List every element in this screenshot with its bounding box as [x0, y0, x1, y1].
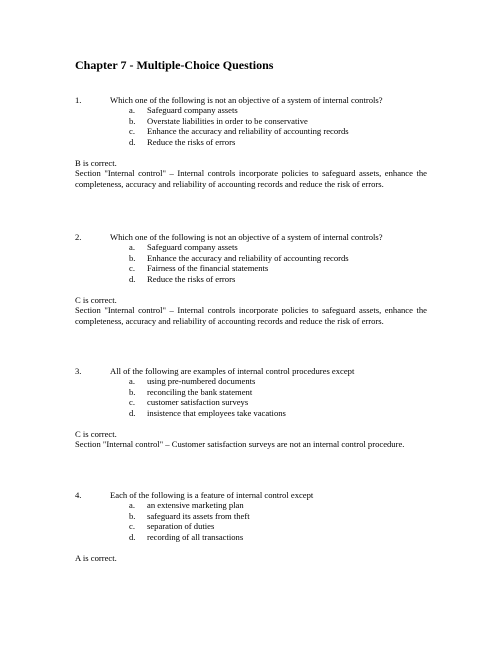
option-letter: d. — [129, 407, 136, 418]
option-text: Reduce the risks of errors — [147, 273, 236, 284]
option-a — [75, 500, 427, 510]
option-text: separation of duties — [147, 521, 215, 532]
question-number: 2. — [75, 232, 82, 242]
answer-line: C is correct. — [75, 294, 117, 305]
option-text: using pre-numbered documents — [147, 376, 256, 387]
option-text: Safeguard company assets — [147, 105, 238, 116]
answer-explanation: Section "Internal control" – Internal controls incorporate policies to safeguard assets, enhance the completeness, accuracy and reliability of accounting records and reduce the risk of errors. — [75, 168, 427, 189]
option-c — [75, 126, 427, 136]
question-number: 3. — [75, 366, 82, 376]
option-text: insistence that employees take vacations — [147, 407, 286, 418]
option-letter: a. — [129, 500, 135, 511]
option-text: Fairness of the financial statements — [147, 263, 269, 274]
question-number: 1. — [75, 95, 82, 105]
question-line — [75, 366, 427, 376]
option-text: Safeguard company assets — [147, 242, 238, 253]
question-block-1 — [75, 95, 427, 189]
option-letter: d. — [129, 273, 136, 284]
option-d — [75, 532, 427, 542]
option-letter: c. — [129, 126, 135, 137]
option-list — [75, 376, 427, 418]
option-a — [75, 376, 427, 386]
option-letter: b. — [129, 510, 136, 521]
option-letter: b. — [129, 386, 136, 397]
option-c — [75, 263, 427, 273]
option-letter: d. — [129, 136, 136, 147]
question-text: Which one of the following is not an objective of a system of internal controls? — [110, 95, 383, 105]
question-text: Each of the following is a feature of internal control except — [110, 490, 314, 500]
option-text: Enhance the accuracy and reliability of accounting records — [147, 252, 349, 263]
option-b — [75, 511, 427, 521]
option-letter: a. — [129, 105, 135, 116]
question-text: Which one of the following is not an objective of a system of internal controls? — [110, 232, 383, 242]
option-text: Reduce the risks of errors — [147, 136, 236, 147]
option-letter: c. — [129, 521, 135, 532]
option-list — [75, 500, 427, 542]
question-line — [75, 95, 427, 105]
option-b — [75, 116, 427, 126]
option-text: reconciling the bank statement — [147, 386, 253, 397]
option-list — [75, 242, 427, 284]
question-block-2 — [75, 232, 427, 326]
option-d — [75, 274, 427, 284]
question-line — [75, 232, 427, 242]
option-letter: b. — [129, 115, 136, 126]
option-d — [75, 137, 427, 147]
question-line — [75, 490, 427, 500]
answer-line: C is correct. — [75, 428, 117, 439]
option-b — [75, 387, 427, 397]
question-block-4 — [75, 490, 427, 563]
option-letter: c. — [129, 397, 135, 408]
answer-line: B is correct. — [75, 157, 117, 168]
option-list — [75, 105, 427, 147]
option-a — [75, 105, 427, 115]
option-b — [75, 253, 427, 263]
option-c — [75, 521, 427, 531]
option-letter: c. — [129, 263, 135, 274]
option-text: an extensive marketing plan — [147, 500, 244, 511]
option-text: customer satisfaction surveys — [147, 397, 249, 408]
answer-explanation: Section "Internal control" – Customer satisfaction surveys are not an internal control procedure. — [75, 439, 405, 450]
option-d — [75, 408, 427, 418]
answer-line: A is correct. — [75, 552, 117, 563]
option-c — [75, 397, 427, 407]
option-letter: d. — [129, 531, 136, 542]
option-text: Enhance the accuracy and reliability of accounting records — [147, 126, 349, 137]
option-letter: a. — [129, 242, 135, 253]
option-letter: b. — [129, 252, 136, 263]
question-number: 4. — [75, 490, 82, 500]
option-text: Overstate liabilities in order to be conservative — [147, 115, 308, 126]
option-text: recording of all transactions — [147, 531, 244, 542]
option-a — [75, 242, 427, 252]
question-text: All of the following are examples of internal control procedures except — [110, 366, 355, 376]
option-text: safeguard its assets from theft — [147, 510, 250, 521]
page-title: Chapter 7 - Multiple-Choice Questions — [75, 58, 274, 72]
question-block-3 — [75, 366, 427, 450]
answer-explanation: Section "Internal control" – Internal controls incorporate policies to safeguard assets, enhance the completeness, accuracy and reliability of accounting records and reduce the risk of errors. — [75, 305, 427, 326]
option-letter: a. — [129, 376, 135, 387]
